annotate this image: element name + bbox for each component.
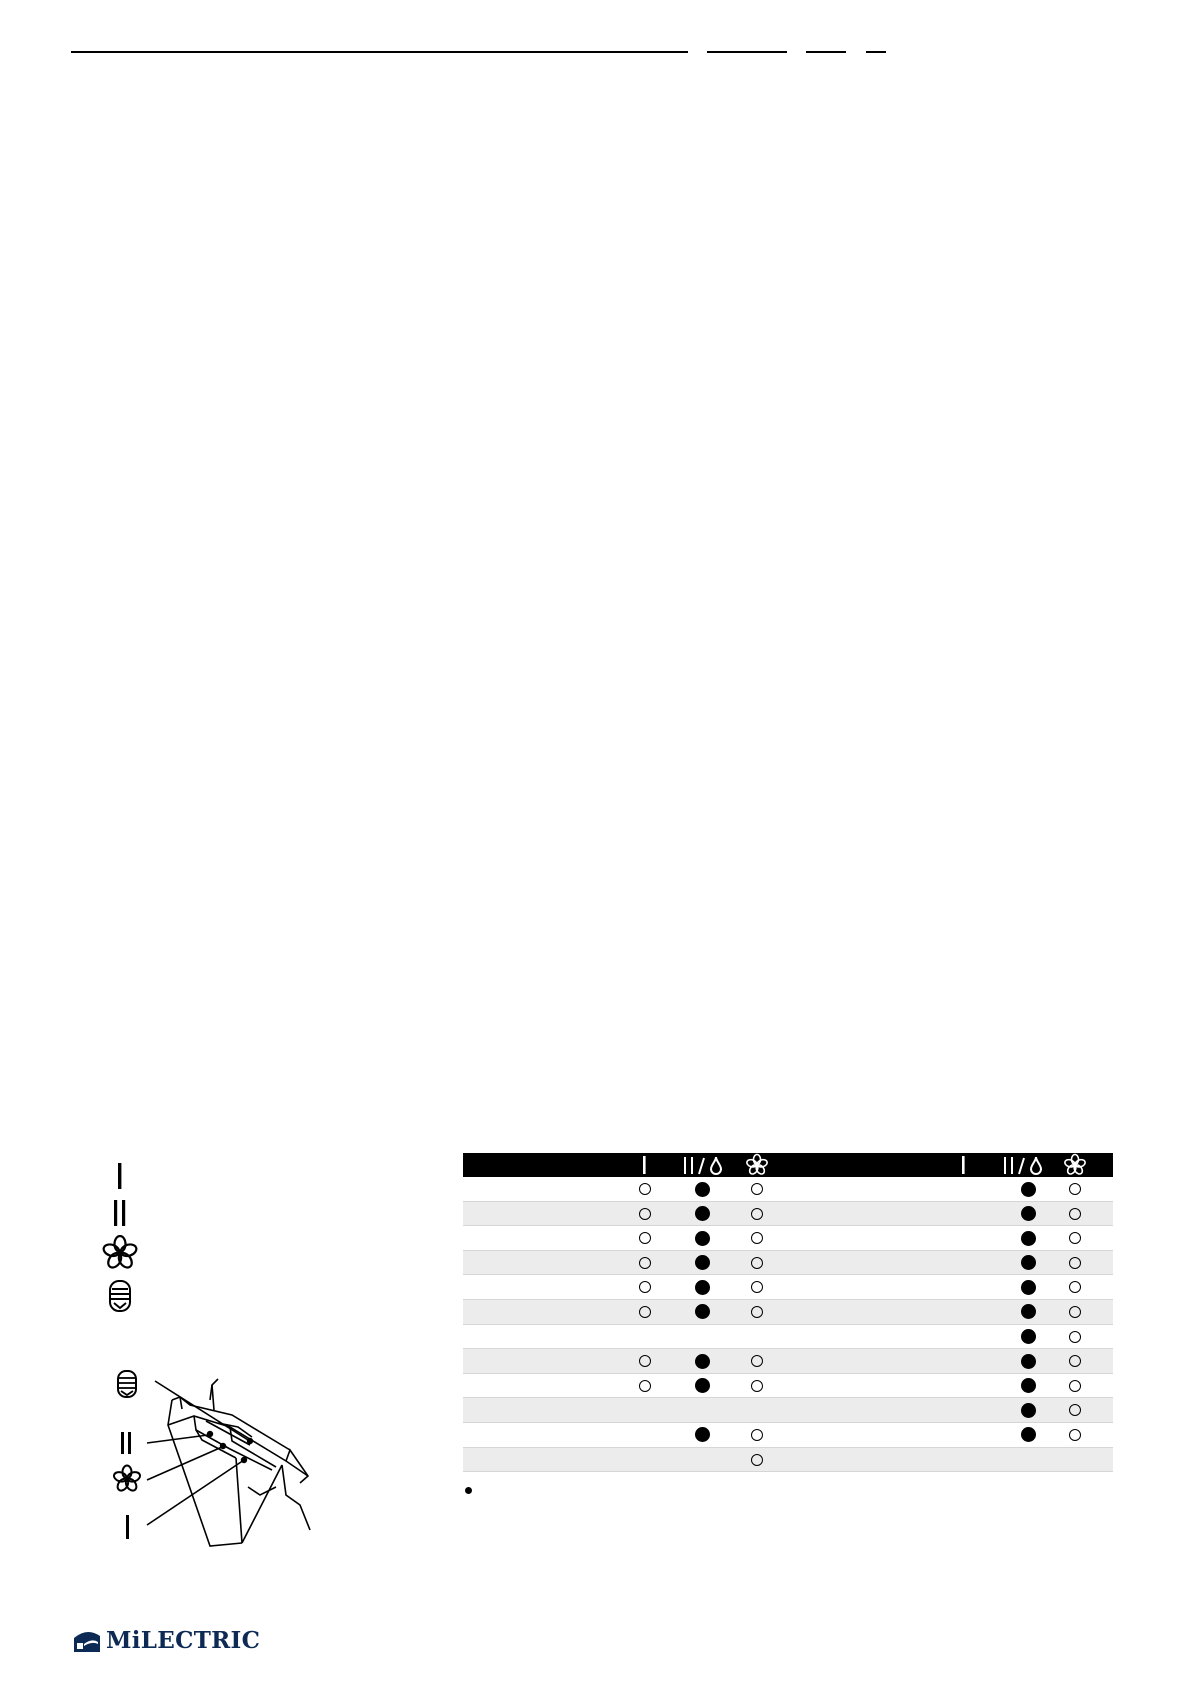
table-row <box>463 1177 1113 1202</box>
table-cell-left-0 <box>630 1251 660 1275</box>
filled-dot-mark <box>1021 1255 1036 1270</box>
table-cell-left-1 <box>687 1349 717 1373</box>
brand-logo <box>74 1627 260 1654</box>
table-cell-right-2 <box>1060 1177 1090 1201</box>
main-wash-compartment-icon <box>121 1432 131 1454</box>
open-circle-mark <box>639 1306 651 1318</box>
softener-icon-right <box>1061 1153 1089 1177</box>
table-cell-right-1 <box>1013 1251 1043 1275</box>
table-row <box>463 1423 1113 1448</box>
table-cell-left-1 <box>687 1300 717 1324</box>
filled-dot-mark <box>1021 1403 1036 1418</box>
filled-dot-mark <box>695 1280 710 1295</box>
open-circle-mark <box>1069 1429 1081 1441</box>
open-circle-mark <box>751 1454 763 1466</box>
table-cell-right-2 <box>1060 1325 1090 1349</box>
table-row <box>463 1300 1113 1325</box>
table-cell-left-1 <box>687 1177 717 1201</box>
table-cell-right-2 <box>1060 1300 1090 1324</box>
open-circle-mark <box>639 1208 651 1220</box>
table-cell-left-2 <box>742 1202 772 1226</box>
liquid-detergent-insert-icon <box>118 1371 136 1397</box>
table-cell-left-2 <box>742 1349 772 1373</box>
footnote-bullet <box>465 1487 472 1494</box>
table-row <box>463 1251 1113 1276</box>
open-circle-mark <box>751 1281 763 1293</box>
table-cell-left-2 <box>742 1423 772 1447</box>
open-circle-mark <box>639 1232 651 1244</box>
filled-dot-mark <box>1021 1354 1036 1369</box>
open-circle-mark <box>751 1355 763 1367</box>
table-cell-left-0 <box>630 1202 660 1226</box>
table-cell-right-2 <box>1060 1374 1090 1398</box>
open-circle-mark <box>751 1306 763 1318</box>
table-cell-right-1 <box>1013 1202 1043 1226</box>
open-circle-mark <box>1069 1257 1081 1269</box>
filled-dot-mark <box>1021 1304 1036 1319</box>
table-row <box>463 1349 1113 1374</box>
table-cell-left-1 <box>687 1226 717 1250</box>
open-circle-mark <box>639 1380 651 1392</box>
filled-dot-mark <box>695 1206 710 1221</box>
prewash-compartment-icon <box>126 1515 129 1539</box>
open-circle-mark <box>1069 1404 1081 1416</box>
table-cell-left-0 <box>630 1226 660 1250</box>
table-row <box>463 1226 1113 1251</box>
filled-dot-mark <box>695 1182 710 1197</box>
table-cell-left-1 <box>687 1423 717 1447</box>
table-row <box>463 1448 1113 1473</box>
prewash-icon-right <box>954 1153 974 1177</box>
table-cell-right-1 <box>1013 1374 1043 1398</box>
softener-compartment-icon <box>100 1235 140 1271</box>
table-cell-left-0 <box>630 1177 660 1201</box>
filled-dot-mark <box>695 1255 710 1270</box>
prewash-compartment-icon <box>100 1158 140 1194</box>
filled-dot-mark <box>1021 1427 1036 1442</box>
open-circle-mark <box>751 1183 763 1195</box>
table-cell-left-1 <box>687 1374 717 1398</box>
table-cell-left-2 <box>742 1275 772 1299</box>
table-row <box>463 1202 1113 1227</box>
table-cell-right-1 <box>1013 1423 1043 1447</box>
table-body <box>463 1177 1113 1472</box>
table-cell-right-1 <box>1013 1325 1043 1349</box>
table-cell-left-2 <box>742 1448 772 1472</box>
table-cell-left-0 <box>630 1374 660 1398</box>
table-cell-right-2 <box>1060 1423 1090 1447</box>
table-cell-left-1 <box>687 1251 717 1275</box>
filled-dot-mark <box>695 1378 710 1393</box>
filled-dot-mark <box>1021 1329 1036 1344</box>
prewash-icon <box>635 1153 655 1177</box>
table-cell-left-2 <box>742 1177 772 1201</box>
header-rule-long <box>71 51 688 53</box>
table-cell-left-0 <box>630 1275 660 1299</box>
table-cell-right-2 <box>1060 1251 1090 1275</box>
open-circle-mark <box>639 1355 651 1367</box>
table-cell-left-0 <box>630 1300 660 1324</box>
table-cell-left-2 <box>742 1300 772 1324</box>
filled-dot-mark <box>1021 1280 1036 1295</box>
open-circle-mark <box>639 1183 651 1195</box>
table-cell-right-1 <box>1013 1300 1043 1324</box>
filled-dot-mark <box>1021 1206 1036 1221</box>
open-circle-mark <box>639 1281 651 1293</box>
filled-dot-mark <box>1021 1378 1036 1393</box>
table-cell-right-1 <box>1013 1349 1043 1373</box>
table-row <box>463 1275 1113 1300</box>
table-cell-right-1 <box>1013 1398 1043 1422</box>
brand-name: MiLECTRIC <box>106 1627 261 1654</box>
open-circle-mark <box>751 1380 763 1392</box>
main-wash-compartment-icon <box>100 1195 140 1231</box>
open-circle-mark <box>639 1257 651 1269</box>
open-circle-mark <box>1069 1232 1081 1244</box>
liquid-detergent-insert-icon <box>100 1278 140 1314</box>
open-circle-mark <box>1069 1331 1081 1343</box>
header-rule-medium <box>707 51 787 53</box>
table-cell-left-1 <box>687 1202 717 1226</box>
filled-dot-mark <box>1021 1231 1036 1246</box>
table-cell-right-2 <box>1060 1275 1090 1299</box>
table-cell-right-1 <box>1013 1226 1043 1250</box>
table-row <box>463 1325 1113 1350</box>
detergent-drawer-illustration <box>110 1365 320 1550</box>
table-cell-right-2 <box>1060 1349 1090 1373</box>
open-circle-mark <box>1069 1183 1081 1195</box>
open-circle-mark <box>751 1232 763 1244</box>
open-circle-mark <box>751 1208 763 1220</box>
table-cell-right-1 <box>1013 1177 1043 1201</box>
table-cell-left-2 <box>742 1251 772 1275</box>
table-cell-right-2 <box>1060 1398 1090 1422</box>
filled-dot-mark <box>695 1427 710 1442</box>
table-cell-right-2 <box>1060 1226 1090 1250</box>
table-cell-left-2 <box>742 1226 772 1250</box>
filled-dot-mark <box>695 1231 710 1246</box>
table-row <box>463 1374 1113 1399</box>
open-circle-mark <box>1069 1355 1081 1367</box>
table-cell-right-1 <box>1013 1275 1043 1299</box>
table-row <box>463 1398 1113 1423</box>
table-cell-left-1 <box>687 1275 717 1299</box>
table-cell-right-2 <box>1060 1202 1090 1226</box>
header-rule-tiny <box>866 51 886 53</box>
open-circle-mark <box>1069 1306 1081 1318</box>
main-wash-liquid-icon-right <box>1001 1153 1049 1177</box>
main-wash-liquid-icon <box>681 1153 729 1177</box>
filled-dot-mark <box>695 1304 710 1319</box>
open-circle-mark <box>1069 1208 1081 1220</box>
detergent-compartment-table <box>463 1153 1113 1472</box>
table-cell-left-2 <box>742 1374 772 1398</box>
filled-dot-mark <box>695 1354 710 1369</box>
table-header <box>463 1153 1113 1177</box>
filled-dot-mark <box>1021 1182 1036 1197</box>
brand-logo-icon <box>74 1630 100 1652</box>
open-circle-mark <box>1069 1380 1081 1392</box>
open-circle-mark <box>751 1429 763 1441</box>
table-cell-left-0 <box>630 1349 660 1373</box>
softener-compartment-icon <box>113 1466 141 1493</box>
softener-icon <box>743 1153 771 1177</box>
open-circle-mark <box>751 1257 763 1269</box>
open-circle-mark <box>1069 1281 1081 1293</box>
header-rule-short <box>806 51 846 53</box>
